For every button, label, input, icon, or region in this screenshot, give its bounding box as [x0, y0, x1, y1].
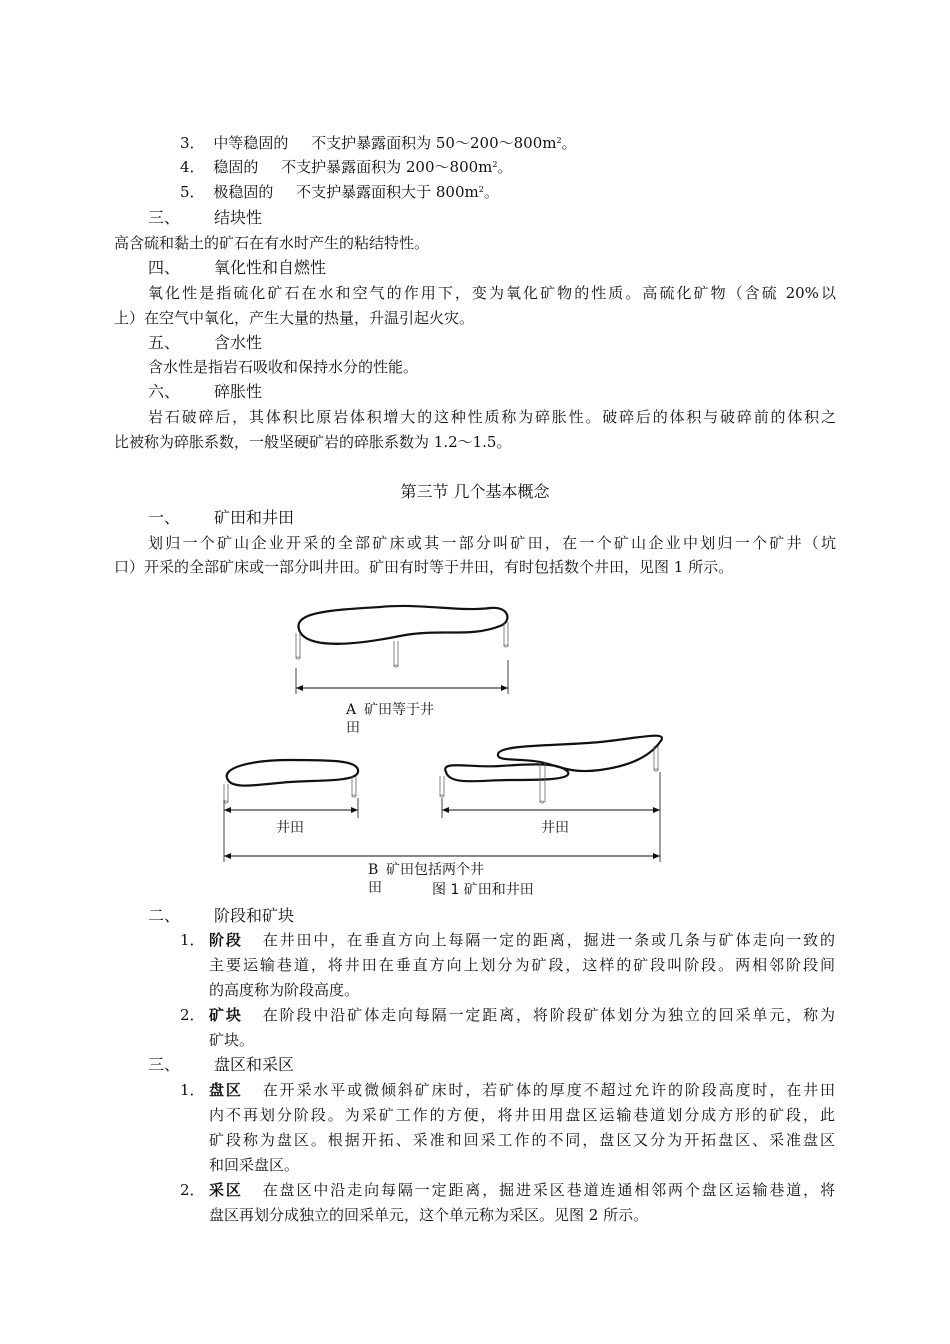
heading-title: 阶段和矿块 [214, 906, 295, 925]
item-text: 在阶段中沿矿体走向每隔一定距离，将阶段矿体划分为独立的回采单元，称为 [262, 1006, 835, 1024]
paragraph-line: 氧化性是指硫化矿石在水和空气的作用下，变为氧化矿物的性质。高硫化矿物（含硫 20%以 [148, 284, 836, 302]
item-number: 2． [180, 1181, 205, 1199]
item-number: 4． [180, 158, 205, 176]
item-text-line: 的高度称为阶段高度。 [209, 981, 360, 999]
item-text-end: 。 [497, 158, 513, 176]
heading-number: 五、 [148, 333, 181, 352]
item-number: 3． [180, 134, 205, 152]
heading-title: 氧化性和自燃性 [214, 258, 327, 277]
label-b-letter: B [368, 862, 379, 878]
item-text-line: 矿段称为盘区。根据开拓、采准和回采工作的不同，盘区又分为开拓盘区、采准盘区 [209, 1131, 835, 1149]
superscript: 2 [492, 160, 498, 169]
item-text-line: 盘区再划分成独立的回采单元，这个单元称为采区。见图 2 所示。 [209, 1206, 649, 1224]
item-number: 1． [180, 1081, 205, 1099]
item-term: 盘区 [209, 1081, 243, 1099]
item-term: 极稳固的 [213, 183, 274, 201]
heading-title: 盘区和采区 [214, 1055, 295, 1074]
item-text-line: 主要运输巷道，将井田在垂直方向上划分为矿段，这样的矿段叫阶段。两相邻阶段间 [209, 956, 835, 974]
label-b-line2: 田 [368, 880, 382, 896]
item-text: 不支护暴露面积为 50～200～800m [311, 134, 557, 152]
label-a-line1: 矿田等于井 [364, 702, 434, 718]
item-text: 不支护暴露面积为 200～800m [281, 158, 493, 176]
heading-number: 一、 [148, 508, 181, 527]
heading-title: 碎胀性 [214, 382, 263, 401]
section-heading-panel [148, 1055, 294, 1075]
item-text: 在井田中，在垂直方向上每隔一定的距离，掘进一条或几条与矿体走向一致的 [262, 931, 835, 949]
label-a-line2: 田 [346, 720, 360, 736]
item-area-line1 [209, 1180, 835, 1200]
heading-number: 三、 [148, 208, 181, 227]
item-text-line: 内不再划分阶段。为采矿工作的方便，将井田用盘区运输巷道划分成方形的矿段，此 [209, 1106, 835, 1124]
item-panel-line1 [209, 1080, 835, 1100]
figure-caption: 图 1 矿田和井田 [432, 882, 534, 898]
heading-title: 含水性 [214, 333, 263, 352]
item-number: 5． [180, 183, 205, 201]
paragraph-line: 上）在空气中氧化，产生大量的热量，升温引起火灾。 [114, 309, 475, 327]
paragraph-line: 划归一个矿山企业开采的全部矿床或其一部分叫矿田，在一个矿山企业中划归一个矿井（坑 [148, 534, 836, 552]
item-text-end: 。 [561, 134, 577, 152]
paragraph-line: 岩石破碎后，其体积比原岩体积增大的这种性质称为碎胀性。破碎后的体积与破碎前的体积之 [148, 408, 836, 426]
ore-body-shape [445, 764, 568, 781]
ore-body-shape [227, 760, 358, 786]
superscript: 2 [478, 185, 484, 194]
ore-body-shape [298, 606, 507, 644]
heading-title: 矿田和井田 [214, 508, 295, 527]
label-a-letter: A [346, 702, 357, 718]
item-term: 阶段 [209, 931, 243, 949]
item-term: 稳固的 [213, 158, 259, 176]
item-text: 在盘区中沿走向每隔一定距离，掘进采区巷道连通相邻两个盘区运输巷道，将 [262, 1181, 835, 1199]
item-text: 在开采水平或微倾斜矿床时，若矿体的厚度不超过允许的阶段高度时，在井田 [262, 1081, 835, 1099]
section-heading-level-block [148, 906, 294, 926]
item-number: 2． [180, 1006, 205, 1024]
item-block-line1 [209, 1005, 835, 1025]
heading-number: 三、 [148, 1055, 181, 1074]
heading-number: 六、 [148, 382, 181, 401]
item-text: 不支护暴露面积大于 800m [296, 183, 479, 201]
paragraph: 高含硫和黏土的矿石在有水时产生的粘结特性。 [114, 234, 430, 252]
item-term: 矿块 [209, 1006, 243, 1024]
heading-title: 结块性 [214, 208, 263, 227]
item-text-end: 。 [483, 183, 499, 201]
label-jingtian-left: 井田 [276, 820, 304, 836]
label-b-line1: 矿田包括两个井 [386, 862, 484, 878]
label-jingtian-right: 井田 [541, 820, 569, 836]
heading-number: 四、 [148, 258, 181, 277]
item-text-line: 和回采盘区。 [209, 1156, 300, 1174]
paragraph-line: 比被称为碎胀系数，一般坚硬矿岩的碎胀系数为 1.2～1.5。 [114, 433, 512, 451]
paragraph: 含水性是指岩石吸收和保持水分的性能。 [148, 358, 419, 376]
item-level-line1 [209, 930, 835, 950]
item-term: 中等稳固的 [213, 134, 289, 152]
heading-number: 二、 [148, 906, 181, 925]
superscript: 2 [556, 136, 562, 145]
chapter-title: 第三节 几个基本概念 [400, 482, 550, 501]
item-term: 采区 [209, 1181, 243, 1199]
item-number: 1． [180, 931, 205, 949]
item-text-line: 矿块。 [209, 1031, 255, 1049]
paragraph-line: 口）开采的全部矿床或一部分叫井田。矿田有时等于井田，有时包括数个井田，见图 1 所示。 [114, 558, 734, 576]
